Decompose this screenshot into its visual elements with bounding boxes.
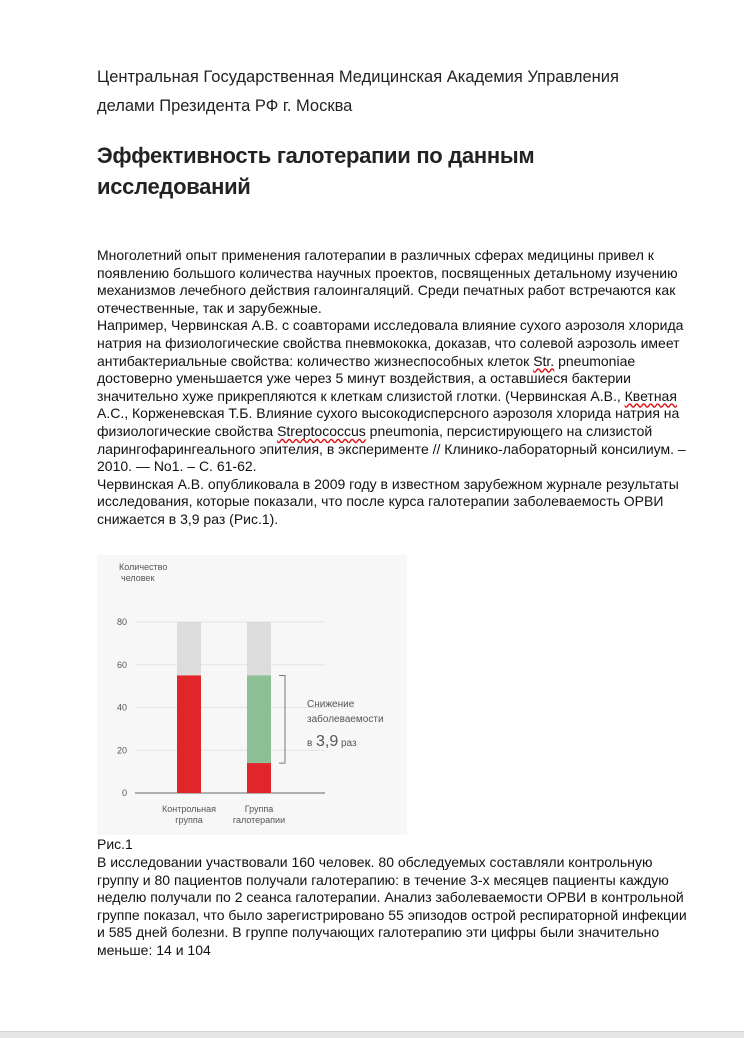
organization-line-2: делами Президента РФ г. Москва — [97, 97, 353, 115]
y-axis-label-line-1: Количество — [119, 562, 168, 572]
bar-reduction-segment — [247, 675, 271, 763]
paragraph-example-text-3: А.С., Корженевская Т.Б. Влияние сухого высокодисперсного аэрозоля хлорида натрия на физиологические свойства — [97, 405, 680, 439]
article-title: Эффективность галотерапии по данным исследований — [97, 143, 535, 199]
y-tick-label-40: 40 — [116, 702, 127, 713]
x-category-label-1-line-2: группа — [175, 815, 203, 825]
y-axis-label-line-2: человек — [121, 573, 155, 583]
organization-header — [97, 63, 697, 121]
annotation-prefix: в — [307, 738, 313, 749]
y-tick-label-80: 80 — [116, 617, 127, 627]
y-tick-label-0: 0 — [121, 788, 127, 798]
bar-chart-svg — [97, 555, 407, 835]
paragraph-example — [97, 317, 697, 475]
paragraph-example-text-2: pneumoniae достоверно уменьшается уже через 5 минут воздействия, а оставшиеся бактерии значительно хуже прикрепляются к клеткам слизистой глотки. (Червинская А.В., — [97, 352, 636, 404]
paragraph-example-text-1: Например, Червинская А.В. с соавторами исследовала влияние сухого аэрозоля хлорида натрия на физиологические свойства пневмококка, доказав, что солевой аэрозоль имеет антибактериальные свойства: количество жизнеспособных клеток — [97, 317, 684, 369]
figure-caption: Рис.1 — [97, 836, 133, 852]
bar-value-2 — [247, 763, 271, 793]
paragraph-publication: Червинская А.В. опубликовала в 2009 году в известном зарубежном журнале результаты исследования, которые показали, что после курса галотерапии заболеваемость ОРВИ снижается в 3,9 раз (Рис.1). — [97, 475, 679, 527]
y-tick-label-60: 60 — [116, 659, 127, 670]
annotation-line-1: Снижение — [307, 699, 355, 710]
spellcheck-word-streptococcus: Streptococcus — [277, 422, 366, 439]
page-bottom-edge — [0, 1031, 744, 1038]
paragraph-example-text-4: pneumonia, персистирующего на слизистой ларингофарингеального эпителия, в эксперименте // Клинико-лабораторный консилиум. – 2010. — No1. – С. 61-62. — [97, 422, 686, 475]
paragraph-intro: Многолетний опыт применения галотерапии в различных сферах медицины привел к появлению большого количества научных проектов, посвященных детальному изучению механизмов лечебного действия галоингаляций. Среди печатных работ встречаются как отечественные, так и зарубежные. — [97, 247, 678, 316]
organization-line-1: Центральная Государственная Медицинская Академия Управления — [97, 68, 619, 86]
x-category-label-1-line-1: Контрольная — [162, 804, 216, 814]
annotation-value: 3,9 — [316, 733, 339, 750]
spellcheck-word-str: Str. — [533, 352, 555, 369]
x-category-label-2-line-1: Группа — [244, 804, 274, 814]
x-category-label-2-line-2: галотерапии — [232, 815, 286, 825]
article-body-top — [97, 247, 697, 529]
y-tick-label-20: 20 — [116, 745, 127, 756]
annotation-suffix: раз — [341, 738, 357, 749]
annotation-line-2: заболеваемости — [307, 714, 384, 725]
figure-chart — [97, 555, 407, 835]
paragraph-study: В исследовании участвовали 160 человек. 80 обследуемых составляли контрольную группу и 80 пациентов получали галотерапию: в течение 3-х месяцев пациенты каждую неделю получали по 2 сеанса галотерапии. Анализ заболеваемости ОРВИ в контрольной группе показал, что было зарегистрировано 55 эпизодов острой респираторной инфекции и 585 дней болезни. В группе получающих галотерапию эти цифры были значительно меньше: 14 и 104 — [97, 854, 687, 958]
spellcheck-word-kvetnaya: Кветная — [624, 387, 677, 404]
bar-value-1 — [177, 675, 201, 793]
